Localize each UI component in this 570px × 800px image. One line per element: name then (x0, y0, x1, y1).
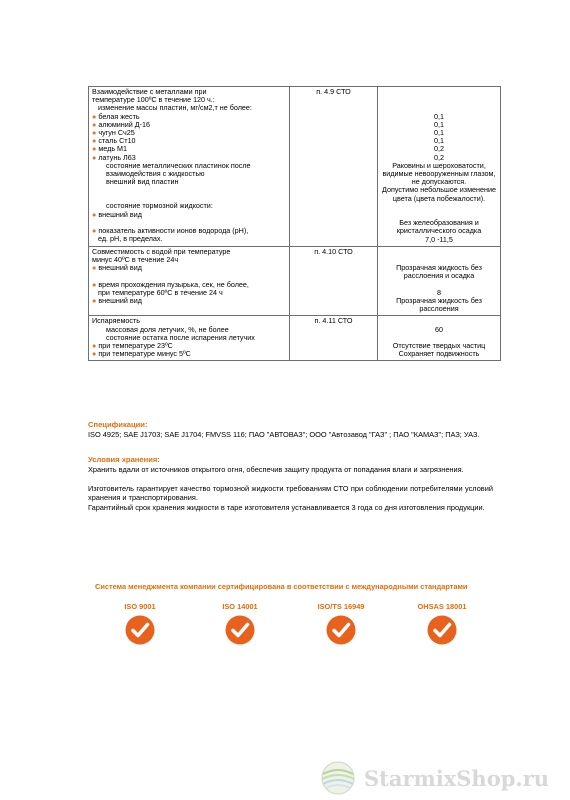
watermark-text: StarmixShop.ru (364, 766, 550, 791)
certificate-iso-9001 (100, 602, 180, 645)
check-circle-icon (427, 615, 457, 645)
properties-table (88, 86, 501, 361)
line-text: внешний вид пластин (106, 177, 179, 187)
norm-cell (378, 87, 501, 247)
line-text: 0,1 (434, 111, 444, 121)
line-text: Раковины и шероховатости, (392, 160, 486, 170)
line-text: цвета (цвета побежалости). (392, 193, 486, 203)
line-text: 0,1 (434, 136, 444, 146)
cell-text-line (381, 88, 497, 96)
line-text: 0,1 (434, 119, 444, 129)
property-cell (89, 316, 290, 361)
cell-text-line (92, 297, 286, 305)
check-circle-icon (125, 615, 155, 645)
bullet-icon: ● (92, 279, 97, 289)
bullet-icon: ● (92, 349, 97, 359)
line-text: Прозрачная жидкость без (396, 295, 482, 305)
table-row (89, 246, 501, 316)
line-text: Совместимость с водой при температуре (92, 246, 231, 256)
line-text: алюминий Д-16 (98, 119, 151, 129)
cell-text-line (381, 195, 497, 203)
property-cell (89, 246, 290, 316)
cell-text-line (381, 203, 497, 211)
line-text: внешний вид (98, 295, 142, 305)
bullet-icon: ● (92, 295, 97, 305)
check-circle-icon (225, 615, 255, 645)
cell-text-line (381, 236, 497, 244)
norm-cell (378, 246, 501, 316)
line-text: Взаимодействие с металлами при (92, 87, 207, 96)
line-text: состояние тормозной жидкости: (106, 201, 213, 211)
line-text: чугун Сч25 (98, 128, 135, 138)
certificate-ohsas-18001 (402, 602, 482, 645)
line-text: показатель активности ионов водорода (pH), (98, 226, 249, 236)
storage-paragraph-3: Гарантийный срок хранения жидкости в таре изготовителя устанавливается 3 года со дня изготовления продукции. (88, 503, 485, 512)
cell-text-line (92, 211, 286, 219)
line-text: латунь Л63 (98, 152, 136, 162)
line-text: Испаряемость (92, 316, 141, 326)
line-text: состояние металлических пластинок после (106, 160, 251, 170)
line-text: время прохождения пузырька, сек, не более, (98, 279, 249, 289)
method-cell: п. 4.11 СТО (290, 316, 378, 361)
bullet-icon: ● (92, 136, 97, 146)
method-cell: п. 4.10 СТО (290, 246, 378, 316)
line-text: Допустимо небольшое изменение (382, 185, 496, 195)
line-text: при температуре 60ºС в течение 24 ч (98, 287, 223, 297)
certificate-iso-ts-16949 (301, 602, 381, 645)
cell-text-line (92, 264, 286, 272)
line-text: 8 (437, 287, 441, 297)
line-text: внешний вид (98, 263, 142, 273)
cell-text-line (92, 235, 286, 243)
line-text: массовая доля летучих, %, не более (106, 324, 229, 334)
line-text: при температуре минус 5ºС (98, 349, 191, 359)
bullet-icon: ● (92, 263, 97, 273)
cell-text-line (381, 350, 497, 358)
bullet-icon: ● (92, 152, 97, 162)
line-text: медь М1 (98, 144, 128, 154)
line-text: 7,0 -11,5 (425, 234, 453, 244)
line-text: расслоения и осадка (403, 271, 475, 281)
line-text: изменение массы пластин, мг/см2,т не более: (98, 103, 252, 113)
table-row (89, 316, 501, 361)
certificate-label: ISO 14001 (222, 602, 258, 611)
line-text: 0,2 (434, 152, 444, 162)
line-text: Отсутствие твердых частиц (392, 340, 486, 350)
line-text: взаимодействия с жидкостью (106, 169, 205, 179)
line-text: 0,2 (434, 144, 444, 154)
line-text: при температуре 23ºС (98, 340, 173, 350)
cell-text-line (92, 350, 286, 358)
certificate-label: ISO/TS 16949 (317, 602, 365, 611)
specifications-text: ISO 4925; SAE J1703; SAE J1704; FMVSS 116; ПАО "АВТОВАЗ"; ООО "Автозавод "ГАЗ" ; ПАО "КАМАЗ"; ПАЗ; УАЗ. (88, 430, 480, 439)
globe-icon (320, 760, 360, 796)
certificate-iso-14001 (200, 602, 280, 645)
line-text: видимые невооруженным глазом, (382, 168, 496, 178)
bullet-icon: ● (92, 209, 97, 219)
table-row (89, 87, 501, 247)
line-text: расслоения (419, 304, 459, 314)
certificate-label: ISO 9001 (124, 602, 156, 611)
line-text: Без желеобразования и (399, 218, 479, 228)
cell-text-line (92, 178, 286, 186)
cell-text-line (381, 272, 497, 280)
cell-text-line (381, 248, 497, 256)
cell-text-line (381, 305, 497, 313)
line-text: 0,1 (434, 127, 444, 137)
cell-text-line (381, 326, 497, 334)
line-text: Сохраняет подвижность (398, 349, 480, 359)
check-circle-icon (326, 615, 356, 645)
bullet-icon: ● (92, 119, 97, 129)
line-text: состояние остатка после испарения летучих (106, 332, 255, 342)
line-text: ед. pH, в пределах. (98, 234, 163, 244)
line-spacer (92, 186, 286, 202)
line-text: Прозрачная жидкость без (396, 263, 482, 273)
norm-cell (378, 316, 501, 361)
watermark-logo (320, 758, 560, 798)
cell-text-line (381, 96, 497, 104)
property-cell (89, 87, 290, 247)
storage-title: Условия хранения: (88, 455, 160, 464)
line-text: не допускаются. (411, 177, 467, 187)
line-text: температуре 100ºС в течение 120 ч.: (92, 95, 215, 105)
specifications-title: Спецификации: (88, 420, 148, 429)
bullet-icon: ● (92, 111, 97, 121)
method-cell: п. 4.9 СТО (290, 87, 378, 247)
line-text: белая жесть (98, 111, 140, 121)
storage-paragraph-2: Изготовитель гарантирует качество тормозной жидкости требованиям СТО при соблюдении потребителями условий хранения и транспортирования. (88, 484, 493, 502)
line-text: кристаллического осадка (396, 226, 482, 236)
line-text: 60 (435, 324, 443, 334)
line-text: внешний вид (98, 209, 142, 219)
bullet-icon: ● (92, 128, 97, 138)
storage-paragraph-1: Хранить вдали от источников открытого огня, обеспечив защиту продукта от попадания влаги и загрязнения. (88, 465, 464, 474)
certificate-label: OHSAS 18001 (417, 602, 467, 611)
line-text: сталь Ст10 (98, 136, 136, 146)
certification-note: Система менеджмента компании сертифицирована в соответствии с международными стандартами (95, 582, 468, 591)
bullet-icon: ● (92, 144, 97, 154)
bullet-icon: ● (92, 226, 97, 236)
line-text: минус 40ºС в течение 24ч (92, 254, 179, 264)
bullet-icon: ● (92, 340, 97, 350)
